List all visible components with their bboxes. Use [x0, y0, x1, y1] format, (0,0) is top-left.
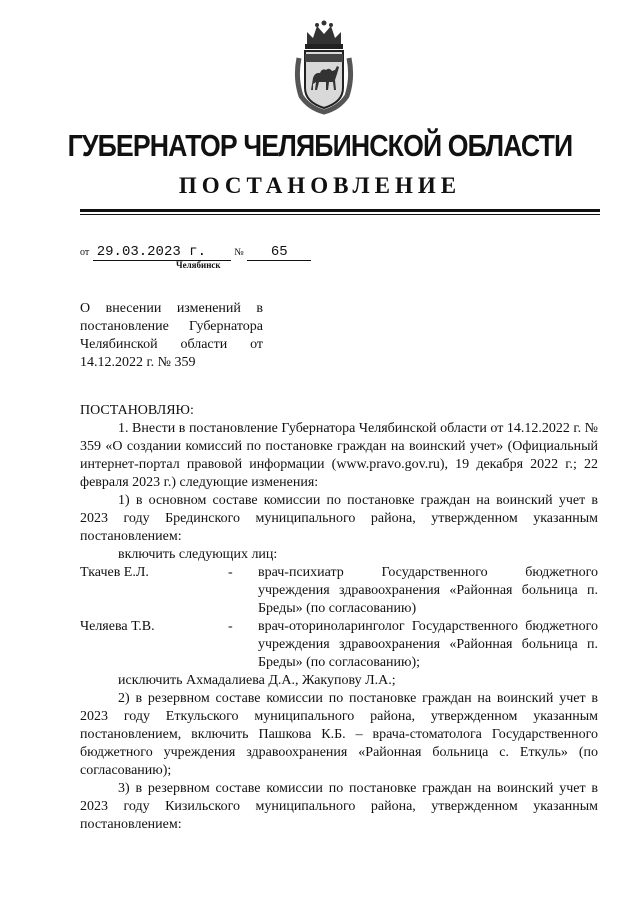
- paragraph-sub-1: 1) в основном составе комиссии по постановке граждан на воинский учет в 2023 году Брединского муниципального района, утвержденном указанным постановлением:: [80, 493, 598, 544]
- include-label: включить следующих лиц:: [118, 547, 278, 562]
- paragraph-sub-3: 3) в резервном составе комиссии по постановке граждан на воинский учет в 2023 году Кизильского муниципального района, утвержденном указанным постановлением:: [80, 781, 598, 832]
- document-type: ПОСТАНОВЛЕНИЕ: [178, 173, 462, 198]
- date-prefix: от: [80, 247, 90, 258]
- paragraph-sub-2: 2) в резервном составе комиссии по постановке граждан на воинский учет в 2023 году Еткульского муниципального района, утвержденном указанным постановлением, включить Пашкова К.Б. – врача-стоматолога Государственного бюджетного учреждения здравоохранения «Районная больница с. Еткуль» (по согласованию);: [80, 691, 598, 778]
- member-name: Челяева Т.В.: [80, 619, 155, 634]
- header-rule-thin: [80, 214, 600, 215]
- document-body: [80, 402, 598, 834]
- member-dash: -: [228, 619, 233, 634]
- city-label: Челябинск: [176, 260, 221, 270]
- document-date: 29.03.2023 г.: [93, 245, 231, 261]
- member-name: Ткачев Е.Л.: [80, 565, 149, 580]
- member-dash: -: [228, 565, 233, 580]
- member-row: [80, 618, 598, 672]
- member-description: врач-психиатр Государственного бюджетного учреждения здравоохранения «Районная больница п. Бреды» (по согласованию): [258, 565, 598, 616]
- coat-of-arms-icon: [293, 18, 355, 116]
- document-subject: О внесении изменений в постановление Губернатора Челябинской области от 14.12.2022 г. № 359: [80, 301, 263, 370]
- date-number-line: [80, 244, 311, 261]
- member-description: врач-оториноларинголог Государственного бюджетного учреждения здравоохранения «Районная больница п. Бреды» (по согласованию);: [258, 619, 598, 670]
- paragraph-item-1: 1. Внести в постановление Губернатора Челябинской области от 14.12.2022 г. № 359 «О создании комиссий по постановке граждан на воинский учет» (Официальный интернет-портал правовой информации (www.pravo.gov.ru), 19 декабря 2022 г.; 22 февраля 2023 г.) следующие изменения:: [80, 421, 598, 490]
- header-rule-thick: [80, 209, 600, 212]
- number-prefix: №: [234, 247, 244, 258]
- governor-title: ГУБЕРНАТОР ЧЕЛЯБИНСКОЙ ОБЛАСТИ: [67, 128, 573, 163]
- member-row: [80, 564, 598, 618]
- exclude-line: исключить Ахмадалиева Д.А., Жакупову Л.А.;: [118, 673, 396, 688]
- decree-word: ПОСТАНОВЛЯЮ:: [80, 403, 194, 418]
- document-number: 65: [247, 245, 311, 261]
